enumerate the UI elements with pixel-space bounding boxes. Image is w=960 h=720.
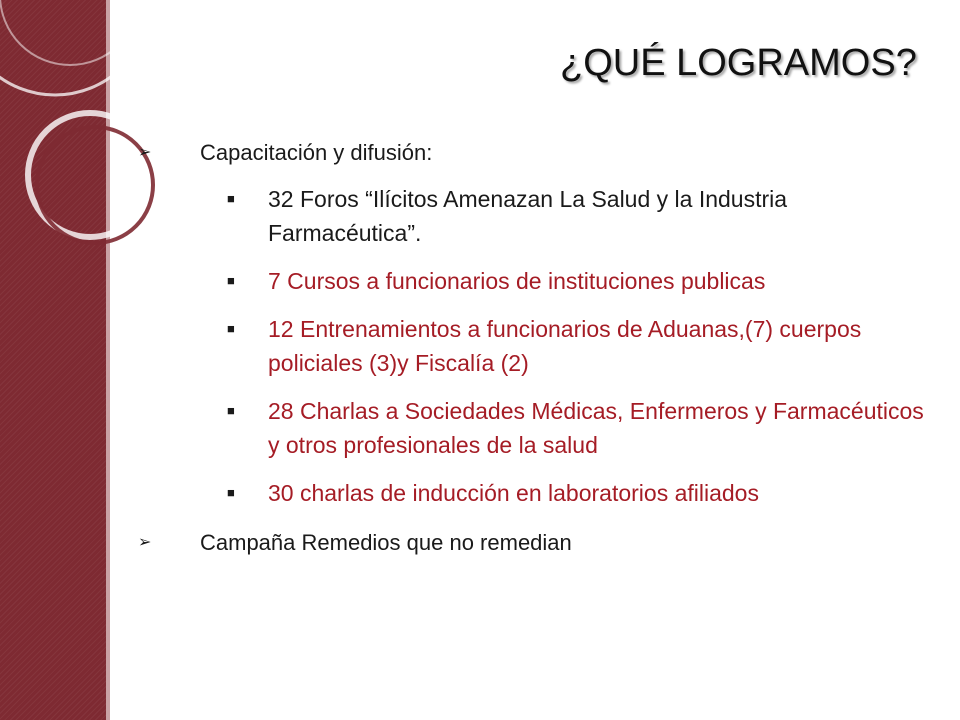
list-item bbox=[130, 528, 930, 558]
sub-list-item-text: 30 charlas de inducción en laboratorios afiliados bbox=[268, 480, 759, 506]
sidebar-edge bbox=[106, 0, 110, 720]
slide-title: ¿QUÉ LOGRAMOS? bbox=[560, 42, 917, 84]
sub-list-item bbox=[130, 394, 930, 462]
sub-list-item bbox=[130, 182, 930, 250]
square-bullet-icon: ■ bbox=[227, 485, 235, 500]
sub-list-item bbox=[130, 264, 930, 298]
square-bullet-icon: ■ bbox=[227, 273, 235, 288]
decorative-sidebar bbox=[0, 0, 106, 720]
sub-list-item-text: 7 Cursos a funcionarios de instituciones publicas bbox=[268, 268, 766, 294]
sub-list-item-text: 12 Entrenamientos a funcionarios de Aduanas,(7) cuerpos policiales (3)y Fiscalía (2) bbox=[268, 316, 862, 376]
sub-list-item bbox=[130, 476, 930, 510]
list-item-text: Capacitación y difusión: bbox=[200, 140, 433, 165]
sub-list-item-text: 28 Charlas a Sociedades Médicas, Enfermeros y Farmacéuticos y otros profesionales de la salud bbox=[268, 398, 924, 458]
square-bullet-icon: ■ bbox=[227, 191, 235, 206]
bullet-list bbox=[130, 138, 930, 558]
list-item bbox=[130, 138, 930, 168]
arrow-bullet-icon: ➢ bbox=[138, 534, 152, 551]
sub-list-item-text: 32 Foros “Ilícitos Amenazan La Salud y la Industria Farmacéutica”. bbox=[268, 186, 788, 246]
square-bullet-icon: ■ bbox=[227, 321, 235, 336]
list-item-text: Campaña Remedios que no remedian bbox=[200, 530, 572, 555]
square-bullet-icon: ■ bbox=[227, 403, 235, 418]
sub-list-item bbox=[130, 312, 930, 380]
arrow-bullet-icon: ➢ bbox=[138, 144, 152, 161]
